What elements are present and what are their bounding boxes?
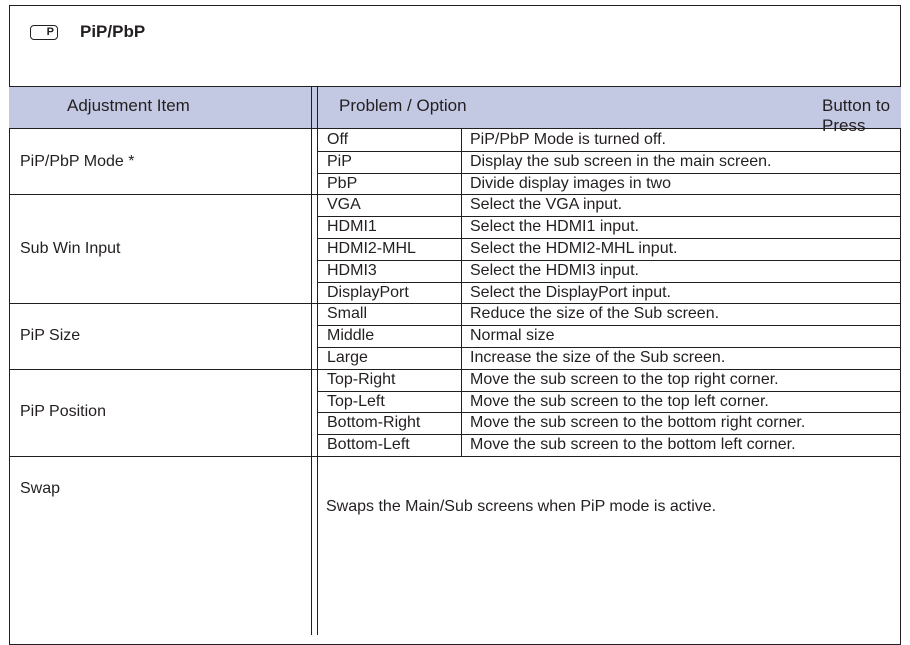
row-divider (317, 391, 901, 392)
option-cell: Bottom-Left (327, 436, 410, 454)
group-divider (9, 303, 901, 304)
option-cell: Large (327, 349, 368, 366)
double-divider-left (311, 86, 312, 635)
description-cell: Move the sub screen to the top right corner. (470, 370, 779, 388)
option-cell: Middle (327, 327, 375, 345)
description-cell: Select the HDMI3 input. (470, 261, 639, 279)
option-cell: PbP (327, 174, 358, 192)
description-cell: Display the sub screen in the main screen. (470, 152, 772, 170)
description-cell: Select the HDMI2-MHL input. (470, 240, 678, 257)
row-divider (317, 412, 901, 413)
row-divider (317, 173, 901, 174)
swap-description-cell: Swaps the Main/Sub screens when PiP mode is active. (326, 498, 717, 515)
option-column-divider (461, 369, 462, 456)
option-cell: Bottom-Right (327, 414, 421, 432)
option-cell: Off (327, 131, 349, 148)
description-cell: Move the sub screen to the top left corner. (470, 392, 769, 410)
option-column-divider (461, 129, 462, 194)
description-cell: Select the HDMI1 input. (470, 218, 639, 236)
header-adjustment-item: Adjustment Item (67, 96, 190, 115)
description-cell: Increase the size of the Sub screen. (470, 349, 726, 366)
option-column-divider (461, 303, 462, 368)
row-divider (317, 325, 901, 326)
option-cell: Top-Left (327, 392, 385, 410)
description-cell: Select the DisplayPort input. (470, 283, 671, 301)
description-cell: Move the sub screen to the bottom left corner. (470, 436, 796, 454)
row-divider (317, 434, 901, 435)
row-divider (317, 238, 901, 239)
option-cell: HDMI3 (327, 261, 377, 279)
row-divider (317, 282, 901, 283)
header-problem-option: Problem / Option (339, 96, 467, 115)
description-cell: Select the VGA input. (470, 196, 623, 214)
row-divider (317, 347, 901, 348)
adjustment-item-cell: Sub Win Input (20, 239, 121, 257)
header-button-to-press: Button to Press (822, 96, 891, 135)
description-cell: Move the sub screen to the bottom right corner. (470, 414, 806, 432)
option-column-divider (461, 194, 462, 303)
p-button-icon: P (30, 25, 58, 40)
section-title: PiP/PbP (80, 22, 146, 41)
description-cell: Divide display images in two (470, 174, 671, 192)
section-heading (30, 22, 145, 42)
row-divider (317, 151, 901, 152)
option-cell: DisplayPort (327, 283, 409, 301)
adjustment-item-cell: Swap (20, 480, 61, 497)
option-cell: VGA (327, 196, 361, 214)
option-cell: HDMI2-MHL (327, 240, 416, 257)
option-cell: Top-Right (327, 370, 396, 388)
adjustment-item-cell: PiP Position (20, 403, 106, 421)
row-divider (317, 260, 901, 261)
group-divider (9, 456, 901, 457)
description-cell: Reduce the size of the Sub screen. (470, 305, 720, 323)
description-cell: PiP/PbP Mode is turned off. (470, 131, 666, 148)
description-cell: Normal size (470, 327, 555, 345)
option-cell: PiP (327, 152, 352, 170)
row-divider (317, 216, 901, 217)
double-divider-right (317, 86, 318, 635)
option-cell: HDMI1 (327, 218, 377, 236)
table-header (9, 86, 901, 135)
adjustment-item-cell: PiP/PbP Mode * (20, 152, 135, 170)
option-cell: Small (327, 305, 368, 323)
group-divider (9, 194, 901, 195)
adjustment-item-cell: PiP Size (20, 327, 81, 345)
